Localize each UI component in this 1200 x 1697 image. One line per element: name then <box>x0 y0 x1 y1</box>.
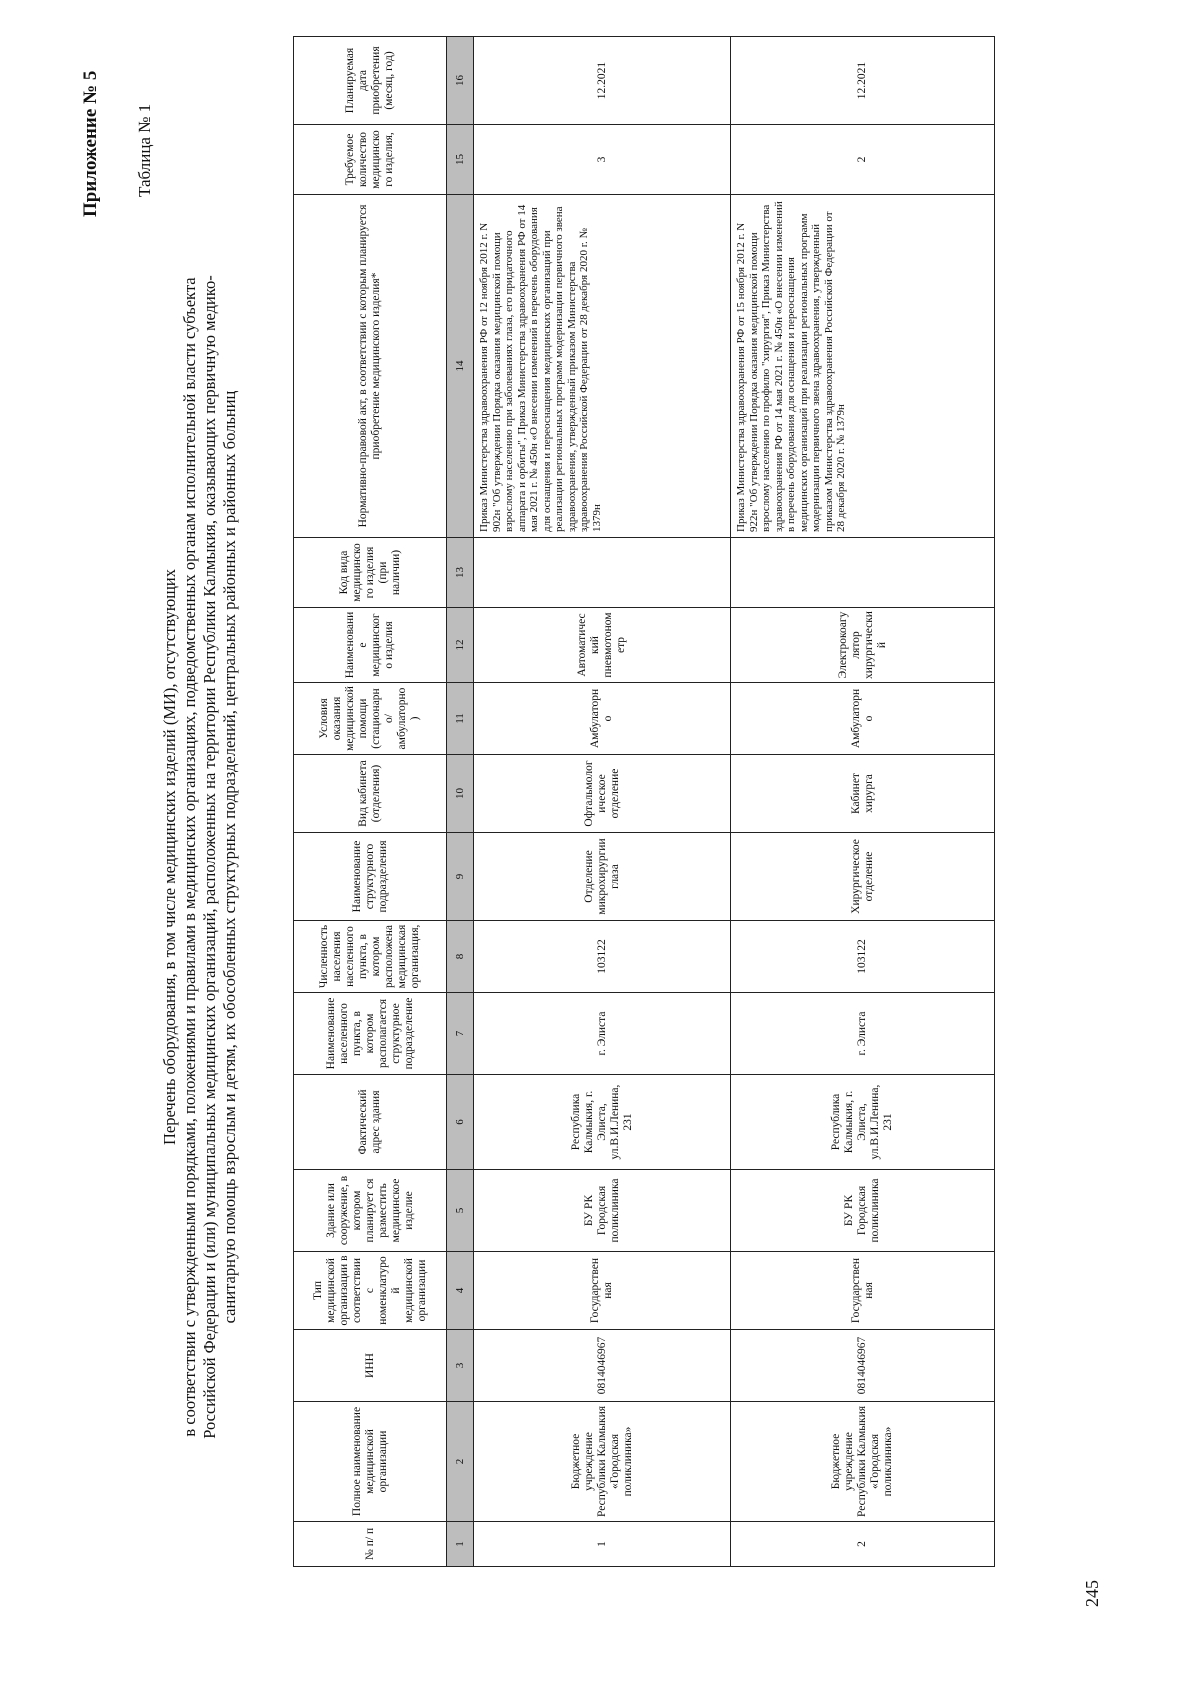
header-cell: Полное наименование медицинской организации <box>294 1402 447 1522</box>
column-number: 14 <box>447 195 474 538</box>
cell-legal-act: Приказ Министерства здравоохранения РФ от 15 ноября 2012 г. N 922н "Об утверждении Порядка оказания медицинской помощи взрослому населению по профилю "хирургия", Приказ Министерства здравоохранения РФ от 14 мая 2021 г. № 450н «О внесении изменений в перечень оборудования для оснащения и переоснащения медицинских организаций при реализации региональных программ модернизации первичного звена здравоохранения, утвержденный приказом Министерства здравоохранения Российской Федерации от 28 декабря 2020 г. № 1379н <box>731 195 995 538</box>
header-cell: № п/ п <box>294 1522 447 1567</box>
header-row <box>294 37 447 1567</box>
cell-date: 12.2021 <box>731 37 995 125</box>
header-cell: Численность населения населенного пункта, в котором расположена медицинская организация, <box>294 921 447 993</box>
cell-legal-act: Приказ Министерства здравоохранения РФ от 12 ноября 2012 г. N 902н "Об утверждении Порядка оказания медицинской помощи взрослому населению при заболеваниях глаза, его придаточного аппарата и орбиты", Приказ Министерства здравоохранения РФ от 14 мая 2021 г. № 450н «О внесении изменений в перечень оборудования для оснащения и переоснащения медицинских организаций при реализации региональных программ модернизации первичного звена здравоохранения, утвержденный приказом Министерства здравоохранения Российской Федерации от 28 декабря 2020 г. № 1379н <box>474 195 731 538</box>
title-line-3: Российской Федерации и (или) муниципальных медицинских организаций, расположенных на территории Республики Калмыкия, оказывающих первичную медико- <box>200 275 219 1439</box>
cell-building: БУ РК Городская поликлиника <box>731 1170 995 1252</box>
cell-unit: Отделение микрохирургии глаза <box>474 833 731 921</box>
column-number: 11 <box>447 683 474 755</box>
column-number: 15 <box>447 125 474 195</box>
cell-locality: г. Элиста <box>731 993 995 1075</box>
cell-code <box>474 538 731 608</box>
page-number: 245 <box>1082 1580 1102 1607</box>
header-cell: Нормативно-правовой акт, в соответствии с которым планируется приобретение медицинского изделия* <box>294 195 447 538</box>
header-cell: Фактический адрес здания <box>294 1075 447 1170</box>
cell-room: Офтальмологическое отделение <box>474 755 731 833</box>
column-number: 13 <box>447 538 474 608</box>
header-cell: Наименование населенного пункта, в котором располагается структурное подразделение <box>294 993 447 1075</box>
table-row <box>731 37 995 1567</box>
cell-org-name: Бюджетное учреждение Республики Калмыкия «Городская поликлиника» <box>474 1402 731 1522</box>
title-line-2: в соответствии с утвержденными порядками, положениями и правилами в медицинских организациях, подведомственных органам исполнительной власти субъекта <box>180 277 199 1437</box>
column-number: 6 <box>447 1075 474 1170</box>
cell-address: Республика Калмыкия, г. Элиста, ул.В.И.Ленина, 231 <box>474 1075 731 1170</box>
header-cell: Наименование медицинского изделия <box>294 608 447 683</box>
column-number: 16 <box>447 37 474 125</box>
header-cell: Планируемая дата приобретения (месяц, год) <box>294 37 447 125</box>
cell-org-name: Бюджетное учреждение Республики Калмыкия «Городская поликлиника» <box>731 1402 995 1522</box>
cell-quantity: 2 <box>731 125 995 195</box>
column-number-row <box>447 37 474 1567</box>
column-number: 2 <box>447 1402 474 1522</box>
cell-org-type: Государственная <box>731 1252 995 1330</box>
equipment-table <box>293 36 995 1567</box>
cell-locality: г. Элиста <box>474 993 731 1075</box>
column-number: 3 <box>447 1330 474 1402</box>
column-number: 9 <box>447 833 474 921</box>
cell-number: 1 <box>474 1522 731 1567</box>
cell-device: Электрокоагулятор хирургический <box>731 608 995 683</box>
cell-building: БУ РК Городская поликлиника <box>474 1170 731 1252</box>
cell-number: 2 <box>731 1522 995 1567</box>
title-line-4: санитарную помощь взрослым и детям, их обособленных структурных подразделений, центральных районных и районных больниц <box>220 390 239 1324</box>
appendix-label: Приложение № 5 <box>80 70 101 217</box>
cell-inn: 0814046967 <box>731 1330 995 1402</box>
cell-address: Республика Калмыкия, г. Элиста, ул.В.И.Ленина, 231 <box>731 1075 995 1170</box>
cell-room: Кабинет хирурга <box>731 755 995 833</box>
cell-population: 103122 <box>474 921 731 993</box>
column-number: 7 <box>447 993 474 1075</box>
cell-code <box>731 538 995 608</box>
column-number: 10 <box>447 755 474 833</box>
header-cell: Вид кабинета (отделения) <box>294 755 447 833</box>
header-cell: Тип медицинской организации в соответствии с номенклатурой медицинской организации <box>294 1252 447 1330</box>
header-cell: ИНН <box>294 1330 447 1402</box>
cell-device: Автоматический пневмотонометр <box>474 608 731 683</box>
cell-conditions: Амбулаторно <box>474 683 731 755</box>
header-cell: Наименование структурного подразделения <box>294 833 447 921</box>
cell-inn: 0814046967 <box>474 1330 731 1402</box>
column-number: 8 <box>447 921 474 993</box>
header-cell: Здание или сооружение, в котором планирует ся разместить медицинское изделие <box>294 1170 447 1252</box>
column-number: 4 <box>447 1252 474 1330</box>
table-row <box>474 37 731 1567</box>
cell-org-type: Государственная <box>474 1252 731 1330</box>
table-label: Таблица № 1 <box>135 103 154 197</box>
document-title <box>160 157 240 1557</box>
column-number: 5 <box>447 1170 474 1252</box>
cell-population: 103122 <box>731 921 995 993</box>
column-number: 12 <box>447 608 474 683</box>
cell-conditions: Амбулаторно <box>731 683 995 755</box>
cell-quantity: 3 <box>474 125 731 195</box>
header-cell: Требуемое количество медицинского изделия, <box>294 125 447 195</box>
cell-date: 12.2021 <box>474 37 731 125</box>
cell-unit: Хирургическое отделение <box>731 833 995 921</box>
header-cell: Условия оказания медицинской помощи (стационарно/амбулаторно) <box>294 683 447 755</box>
column-number: 1 <box>447 1522 474 1567</box>
header-cell: Код вида медицинского изделия (при наличии) <box>294 538 447 608</box>
title-line-1: Перечень оборудования, в том числе медицинских изделий (МИ), отсутствующих <box>160 569 179 1145</box>
